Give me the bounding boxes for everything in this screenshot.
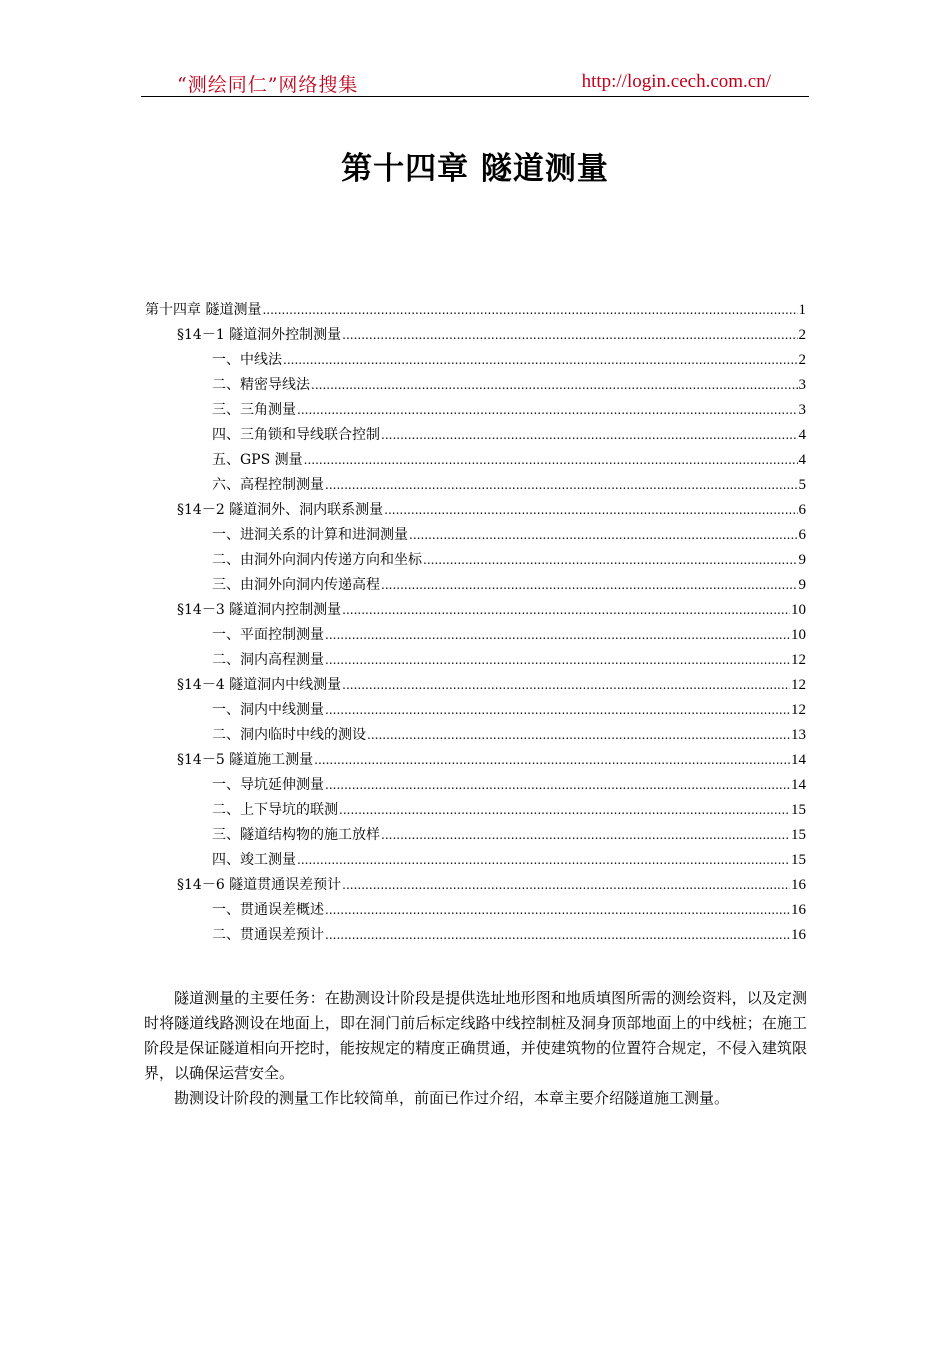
toc-entry[interactable] xyxy=(145,873,806,898)
body-paragraph: 隧道测量的主要任务：在勘测设计阶段是提供选址地形图和地质填图所需的测绘资料，以及定测时将隧道线路测设在地面上，即在洞门前后标定线路中线控制桩及洞身顶部地面上的中线桩；在施工阶段是保证隧道相向开挖时，能按规定的精度正确贯通，并使建筑物的位置符合规定，不侵入建筑限界，以确保运营安全。 xyxy=(144,989,807,1082)
toc-entry-page-number: 14 xyxy=(791,777,806,793)
toc-entry-page-number: 2 xyxy=(798,352,806,368)
toc-entry[interactable] xyxy=(145,823,806,848)
toc-entry[interactable] xyxy=(145,398,806,423)
toc-entry-label: 三、由洞外向洞内传递高程 xyxy=(212,577,380,593)
toc-entry-page-number: 12 xyxy=(791,702,806,718)
toc-entry-page-number: 9 xyxy=(798,552,806,568)
toc-entry-label: 一、导坑延伸测量 xyxy=(212,777,324,793)
toc-entry[interactable] xyxy=(145,698,806,723)
toc-entry-page-number: 1 xyxy=(798,302,806,318)
toc-entry[interactable] xyxy=(145,548,806,573)
toc-dot-leader xyxy=(339,798,790,823)
toc-dot-leader xyxy=(342,873,790,898)
toc-entry[interactable] xyxy=(145,323,806,348)
toc-entry-page-number: 3 xyxy=(798,402,806,418)
toc-dot-leader xyxy=(367,723,790,748)
toc-entry-page-number: 14 xyxy=(791,752,806,768)
toc-dot-leader xyxy=(342,673,790,698)
toc-entry-page-number: 10 xyxy=(791,627,806,643)
table-of-contents xyxy=(145,298,806,948)
toc-entry-page-number: 15 xyxy=(791,802,806,818)
header-source-text: “测绘同仁”网络搜集 xyxy=(177,74,359,96)
toc-dot-leader xyxy=(409,523,798,548)
toc-entry-page-number: 16 xyxy=(791,877,806,893)
toc-dot-leader xyxy=(381,423,798,448)
body-text xyxy=(144,986,807,1111)
toc-dot-leader xyxy=(342,598,790,623)
toc-dot-leader xyxy=(297,398,798,423)
toc-entry-label: §14－5 隧道施工测量 xyxy=(177,752,314,768)
toc-dot-leader xyxy=(384,498,797,523)
toc-entry-label: 四、三角锁和导线联合控制 xyxy=(212,427,380,443)
toc-entry-label: §14－1 隧道洞外控制测量 xyxy=(177,327,342,343)
toc-entry-label: §14－2 隧道洞外、洞内联系测量 xyxy=(177,502,384,518)
toc-entry-label: 二、精密导线法 xyxy=(212,377,310,393)
toc-entry-label: 一、洞内中线测量 xyxy=(212,702,324,718)
toc-dot-leader xyxy=(325,898,790,923)
toc-entry-label: 三、隧道结构物的施工放样 xyxy=(212,827,380,843)
header-url-link[interactable]: http://login.cech.com.cn/ xyxy=(581,71,771,92)
toc-entry-label: 一、中线法 xyxy=(212,352,282,368)
toc-dot-leader xyxy=(314,748,790,773)
toc-entry-page-number: 4 xyxy=(798,427,806,443)
toc-dot-leader xyxy=(325,623,790,648)
toc-entry[interactable] xyxy=(145,348,806,373)
toc-dot-leader xyxy=(297,848,790,873)
toc-dot-leader xyxy=(342,323,797,348)
toc-entry-page-number: 12 xyxy=(791,677,806,693)
toc-dot-leader xyxy=(325,698,790,723)
toc-entry[interactable] xyxy=(145,798,806,823)
toc-entry[interactable] xyxy=(145,623,806,648)
toc-entry[interactable] xyxy=(145,423,806,448)
toc-entry-page-number: 12 xyxy=(791,652,806,668)
toc-dot-leader xyxy=(304,448,798,473)
toc-entry[interactable] xyxy=(145,673,806,698)
toc-entry-label: 一、贯通误差概述 xyxy=(212,902,324,918)
toc-entry-page-number: 15 xyxy=(791,827,806,843)
toc-dot-leader xyxy=(325,773,790,798)
page-header xyxy=(141,66,809,97)
toc-entry-label: 一、平面控制测量 xyxy=(212,627,324,643)
toc-dot-leader xyxy=(325,648,790,673)
toc-entry-page-number: 9 xyxy=(798,577,806,593)
toc-entry[interactable] xyxy=(145,473,806,498)
toc-entry-label: §14－3 隧道洞内控制测量 xyxy=(177,602,342,618)
toc-entry-page-number: 10 xyxy=(791,602,806,618)
toc-entry[interactable] xyxy=(145,498,806,523)
toc-entry[interactable] xyxy=(145,298,806,323)
toc-entry-label: 二、洞内临时中线的测设 xyxy=(212,727,366,743)
toc-entry-label: 一、进洞关系的计算和进洞测量 xyxy=(212,527,408,543)
toc-entry[interactable] xyxy=(145,848,806,873)
toc-entry-label: 三、三角测量 xyxy=(212,402,296,418)
toc-entry[interactable] xyxy=(145,898,806,923)
toc-entry[interactable] xyxy=(145,923,806,948)
toc-dot-leader xyxy=(381,823,790,848)
toc-entry-label: §14－4 隧道洞内中线测量 xyxy=(177,677,342,693)
toc-entry-label: 二、洞内高程测量 xyxy=(212,652,324,668)
toc-entry-label: 六、高程控制测量 xyxy=(212,477,324,493)
toc-entry[interactable] xyxy=(145,373,806,398)
toc-entry-page-number: 16 xyxy=(791,927,806,943)
toc-entry[interactable] xyxy=(145,573,806,598)
toc-entry[interactable] xyxy=(145,448,806,473)
toc-entry-label: 第十四章 隧道测量 xyxy=(145,302,262,318)
toc-dot-leader xyxy=(325,923,790,948)
toc-entry-label: 四、竣工测量 xyxy=(212,852,296,868)
toc-entry-label: 五、GPS 测量 xyxy=(212,452,303,468)
toc-dot-leader xyxy=(423,548,798,573)
toc-entry-label: 二、由洞外向洞内传递方向和坐标 xyxy=(212,552,422,568)
toc-dot-leader xyxy=(311,373,798,398)
body-paragraph: 勘测设计阶段的测量工作比较简单，前面已作过介绍，本章主要介绍隧道施工测量。 xyxy=(174,1089,730,1107)
toc-entry-page-number: 13 xyxy=(791,727,806,743)
toc-entry[interactable] xyxy=(145,723,806,748)
toc-entry[interactable] xyxy=(145,748,806,773)
toc-entry-page-number: 4 xyxy=(798,452,806,468)
toc-entry-page-number: 15 xyxy=(791,852,806,868)
toc-entry-page-number: 16 xyxy=(791,902,806,918)
chapter-title: 第十四章 隧道测量 xyxy=(341,151,609,187)
toc-dot-leader xyxy=(381,573,798,598)
toc-entry[interactable] xyxy=(145,773,806,798)
toc-entry[interactable] xyxy=(145,648,806,673)
toc-entry-page-number: 6 xyxy=(798,527,806,543)
toc-entry[interactable] xyxy=(145,523,806,548)
toc-entry-page-number: 3 xyxy=(798,377,806,393)
toc-entry-label: 二、贯通误差预计 xyxy=(212,927,324,943)
toc-entry-label: §14－6 隧道贯通误差预计 xyxy=(177,877,342,893)
toc-dot-leader xyxy=(283,348,798,373)
toc-entry-page-number: 5 xyxy=(798,477,806,493)
toc-dot-leader xyxy=(262,298,797,323)
toc-entry-page-number: 2 xyxy=(798,327,806,343)
toc-entry[interactable] xyxy=(145,598,806,623)
toc-entry-page-number: 6 xyxy=(798,502,806,518)
toc-dot-leader xyxy=(325,473,798,498)
toc-entry-label: 二、上下导坑的联测 xyxy=(212,802,338,818)
